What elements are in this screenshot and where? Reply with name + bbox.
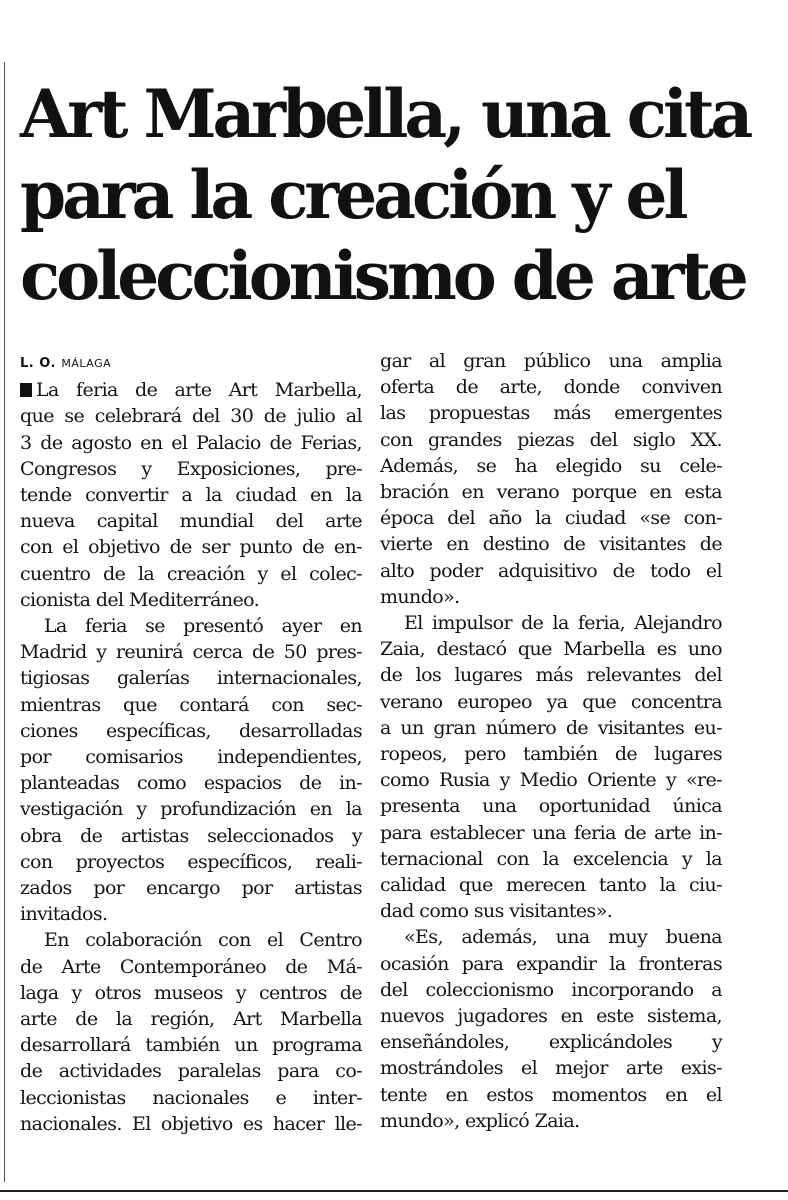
text-line: a un gran número de visitantes eu- xyxy=(380,716,722,739)
text-line: de los lugares más relevantes del xyxy=(380,664,722,687)
text-line: desarrollará también un programa xyxy=(20,1034,362,1057)
text-line: mostrándoles el mejor arte exis- xyxy=(380,1057,722,1080)
byline xyxy=(20,348,362,377)
text-line: La feria se presentó ayer en xyxy=(44,615,362,638)
text-line: nueva capital mundial del arte xyxy=(20,510,362,533)
text-line: como Rusia y Medio Oriente y «re- xyxy=(380,769,722,792)
text-line: ropeos, pero también de lugares xyxy=(380,743,722,766)
text-line: de actividades paralelas para co- xyxy=(20,1060,362,1083)
headline-line: Art Marbella, una cita xyxy=(20,75,750,153)
text-line: calidad que merecen tanto la ciu- xyxy=(380,874,722,897)
text-line: cuentro de la creación y el colec- xyxy=(20,562,362,585)
text-line: Zaia, destacó que Marbella es uno xyxy=(380,638,722,661)
text-line: época del año la ciudad «se con- xyxy=(380,507,722,530)
text-line: arte de la región, Art Marbella xyxy=(20,1008,362,1031)
text-line: ocasión para expandir la fronteras xyxy=(380,952,722,975)
text-line: alto poder adquisitivo de todo el xyxy=(380,559,722,582)
text-line: Congresos y Exposiciones, pre- xyxy=(20,457,362,480)
text-line: tende convertir a la ciudad en la xyxy=(20,484,362,507)
text-line: Además, se ha elegido su cele- xyxy=(380,454,722,477)
lead-square-icon xyxy=(20,383,32,397)
text-line: mundo», explicó Zaia. xyxy=(380,1109,580,1132)
text-line: con grandes piezas del siglo XX. xyxy=(380,428,722,451)
text-line: por comisarios independientes, xyxy=(20,746,362,769)
text-line: zados por encargo por artistas xyxy=(20,877,362,900)
text-line: nacionales. El objetivo es hacer lle- xyxy=(20,1112,362,1135)
text-line: verano europeo ya que concentra xyxy=(380,690,722,713)
text-line: con proyectos específicos, reali- xyxy=(20,850,362,873)
article-column-right xyxy=(380,348,722,1134)
text-line: mientras que contará con sec- xyxy=(20,693,362,716)
headline xyxy=(20,74,780,317)
bottom-rule xyxy=(0,1190,788,1192)
article-column-left xyxy=(20,348,362,1137)
text-line: 3 de agosto en el Palacio de Ferias, xyxy=(20,431,362,454)
text-line: vierte en destino de visitantes de xyxy=(380,533,722,556)
text-line xyxy=(20,377,362,403)
text-line: invitados. xyxy=(20,903,108,926)
text-line: leccionistas nacionales e inter- xyxy=(20,1086,362,1109)
text-line: del coleccionismo incorporando a xyxy=(380,978,722,1001)
text-line: cionista del Mediterráneo. xyxy=(20,588,260,611)
text-line: de Arte Contemporáneo de Má- xyxy=(20,955,362,978)
text-line: con el objetivo de ser punto de en- xyxy=(20,536,362,559)
headline-line: coleccionismo de arte xyxy=(20,237,745,315)
text-line: nuevos jugadores en este sistema, xyxy=(380,1005,722,1028)
text-line: presenta una oportunidad única xyxy=(380,795,722,818)
text-line-content: La feria de arte Art Marbella, xyxy=(36,379,362,402)
text-line: tigiosas galerías internacionales, xyxy=(20,667,362,690)
text-line: bración en verano porque en esta xyxy=(380,481,722,504)
text-line: En colaboración con el Centro xyxy=(44,929,362,952)
text-line: planteadas como espacios de in- xyxy=(20,772,362,795)
text-line: «Es, además, una muy buena xyxy=(404,926,722,949)
text-line: ciones específicas, desarrolladas xyxy=(20,719,362,742)
headline-line: para la creación y el xyxy=(20,156,685,234)
text-line: El impulsor de la feria, Alejandro xyxy=(404,612,722,635)
byline-author: L. O. xyxy=(20,356,56,371)
text-line: oferta de arte, donde conviven xyxy=(380,376,722,399)
text-line: obra de artistas seleccionados y xyxy=(20,824,362,847)
text-line: que se celebrará del 30 de julio al xyxy=(20,405,362,428)
text-line: vestigación y profundización en la xyxy=(20,798,362,821)
text-line: enseñándoles, explicándoles y xyxy=(380,1031,722,1054)
text-line: laga y otros museos y centros de xyxy=(20,981,362,1004)
text-line: mundo». xyxy=(380,585,460,608)
text-line: dad como sus visitantes». xyxy=(380,900,613,923)
text-line: para establecer una feria de arte in- xyxy=(380,821,722,844)
text-line: gar al gran público una amplia xyxy=(380,350,722,372)
text-line: Madrid y reunirá cerca de 50 pres- xyxy=(20,641,362,664)
text-line: las propuestas más emergentes xyxy=(380,402,722,425)
column-rule-left xyxy=(4,62,5,1182)
byline-location: MÁLAGA xyxy=(61,357,112,370)
text-line: tente en estos momentos en el xyxy=(380,1083,722,1106)
text-line: ternacional con la excelencia y la xyxy=(380,847,722,870)
